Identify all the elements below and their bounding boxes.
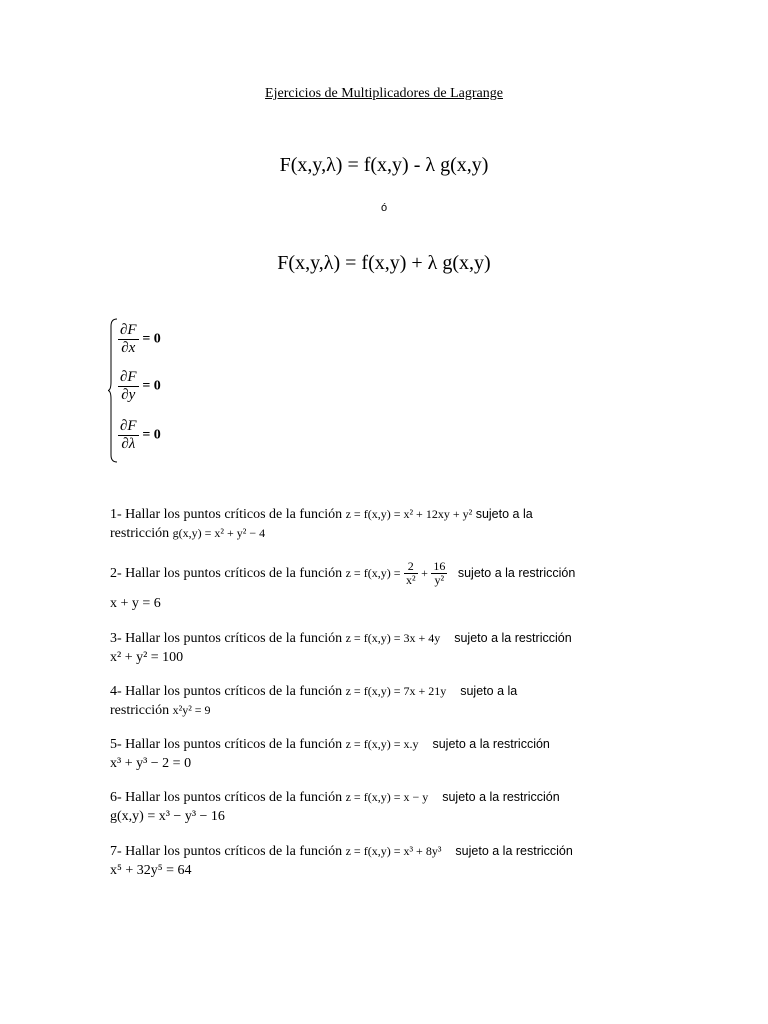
exercise-4-line-2 bbox=[110, 703, 211, 719]
exercise-tail: sujeto a la restricción bbox=[454, 631, 572, 645]
exercise-tail: sujeto a la restricción bbox=[442, 790, 560, 804]
exercise-lead: 2- Hallar los puntos críticos de la función bbox=[110, 565, 343, 581]
denominator: x² bbox=[405, 573, 416, 588]
exercise-3-constraint: x² + y² = 100 bbox=[110, 650, 184, 665]
exercise-lead: 7- Hallar los puntos críticos de la función bbox=[110, 844, 343, 859]
numerator: ∂F bbox=[120, 369, 137, 385]
exercise-7-constraint: x⁵ + 32y⁵ = 64 bbox=[110, 863, 192, 878]
exercise-6-constraint: g(x,y) = x³ − y³ − 16 bbox=[110, 809, 225, 824]
exercise-7-line-1 bbox=[110, 844, 573, 860]
exercise-4-line-1 bbox=[110, 684, 517, 700]
exercise-function: z = f(x,y) = x² + 12xy + y² bbox=[345, 507, 473, 521]
exercise-1-line-1 bbox=[110, 507, 533, 523]
partial-derivative-x bbox=[118, 322, 161, 356]
exercise-constraint: g(x,y) = x² + y² − 4 bbox=[172, 526, 266, 540]
exercise-lead: 5- Hallar los puntos críticos de la función bbox=[110, 737, 343, 752]
equals-zero: = 0 bbox=[142, 331, 161, 347]
partial-derivative-lambda bbox=[118, 418, 161, 452]
equals-zero: = 0 bbox=[142, 427, 161, 443]
denominator: ∂λ bbox=[121, 435, 136, 452]
exercise-tail: sujeto a la bbox=[475, 507, 533, 521]
exercise-tail: sujeto a la restricción bbox=[457, 565, 576, 580]
exercise-2-constraint: x + y = 6 bbox=[110, 596, 161, 611]
exercise-function: z = f(x,y) = 7x + 21y bbox=[345, 684, 447, 698]
exercise-constraint: x²y² = 9 bbox=[172, 703, 211, 717]
exercise-lead: 3- Hallar los puntos críticos de la función bbox=[110, 631, 343, 646]
system-brace bbox=[108, 318, 118, 463]
fraction-16-over-y2 bbox=[431, 560, 447, 587]
exercise-1-line-2 bbox=[110, 526, 265, 542]
exercise-tail: sujeto a la restricción bbox=[432, 737, 550, 751]
exercise-function: z = f(x,y) = x³ + 8y³ bbox=[345, 844, 442, 858]
exercise-6-line-1 bbox=[110, 790, 560, 806]
lagrangian-formula-minus: F(x,y,λ) = f(x,y) - λ g(x,y) bbox=[279, 154, 489, 176]
exercise-tail: sujeto a la restricción bbox=[455, 844, 573, 858]
exercise-2-line-1: 2- Hallar los puntos críticos de la función z = f(x,y) = $\frac{2}{\text{x²}}$ + $\frac{16}{\text{y²}}$ sujeto a la restricción bbox=[110, 559, 576, 588]
exercise-tail: sujeto a la bbox=[460, 684, 518, 698]
numerator: 16 bbox=[433, 559, 446, 573]
document-title: Ejercicios de Multiplicadores de Lagrange bbox=[265, 86, 503, 101]
numerator: 2 bbox=[404, 560, 418, 574]
restriction-label: restricción bbox=[110, 703, 170, 718]
exercise-function: z = f(x,y) = x.y bbox=[345, 737, 419, 751]
exercise-5-constraint: x³ + y³ − 2 = 0 bbox=[110, 756, 192, 771]
fraction-2-over-x2 bbox=[404, 560, 418, 587]
fraction bbox=[118, 418, 139, 452]
lagrangian-formula-plus: F(x,y,λ) = f(x,y) + λ g(x,y) bbox=[277, 252, 491, 274]
restriction-label: restricción bbox=[110, 526, 170, 541]
or-separator: ó bbox=[380, 202, 388, 214]
fraction bbox=[118, 369, 139, 403]
exercise-3-line-1 bbox=[110, 631, 572, 647]
exercise-lead: 4- Hallar los puntos críticos de la función bbox=[110, 684, 343, 699]
exercise-function-prefix: z = f(x,y) = bbox=[345, 565, 401, 580]
exercise-lead: 6- Hallar los puntos críticos de la función bbox=[110, 790, 343, 805]
exercise-5-line-1 bbox=[110, 737, 550, 753]
numerator: ∂F bbox=[120, 418, 137, 434]
numerator: ∂F bbox=[120, 322, 137, 338]
fraction bbox=[118, 322, 139, 356]
partial-derivative-y bbox=[118, 369, 161, 403]
exercise-lead: 1- Hallar los puntos críticos de la función bbox=[110, 507, 343, 522]
exercise-function: z = f(x,y) = 3x + 4y bbox=[345, 631, 441, 645]
equals-zero: = 0 bbox=[142, 378, 161, 394]
exercise-function: z = f(x,y) = x − y bbox=[345, 790, 429, 804]
denominator: ∂y bbox=[121, 386, 136, 403]
denominator: y² bbox=[434, 573, 445, 588]
denominator: ∂x bbox=[121, 339, 136, 356]
